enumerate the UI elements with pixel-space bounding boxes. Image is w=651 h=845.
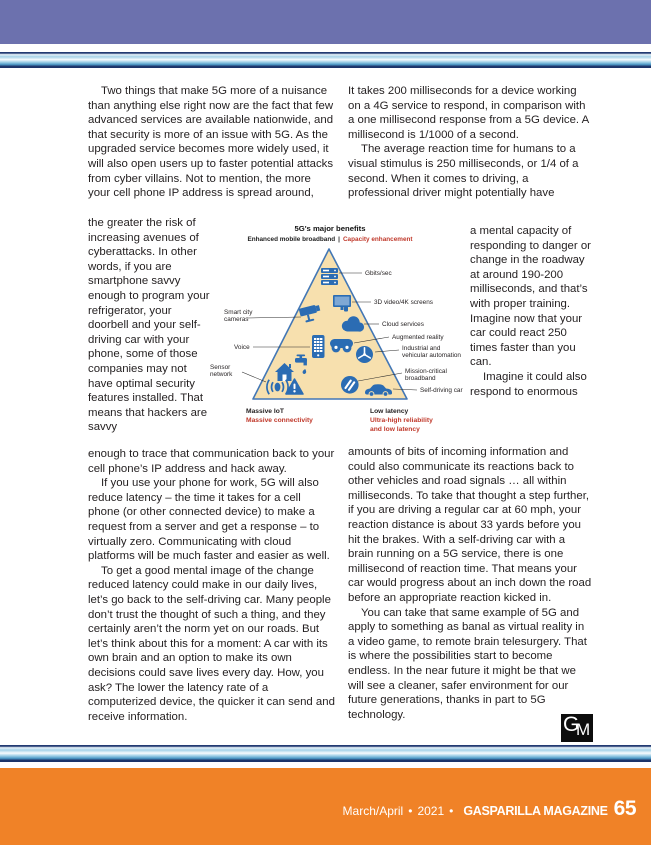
footer-band (0, 768, 651, 845)
logo-letter-m: M (576, 720, 591, 739)
left-column-segment-narrow (88, 216, 212, 435)
footer-year: 2021 (417, 804, 445, 818)
brake-disc-icon (341, 376, 359, 394)
right-column-segment-3 (348, 445, 592, 722)
server-icon (321, 268, 338, 285)
top-decorative-stripe (0, 52, 651, 68)
diagram-subtitle (247, 236, 413, 243)
footer-bullet: • (408, 804, 413, 818)
bottom-decorative-stripe (0, 745, 651, 762)
diagram-subtitle-separator: | (338, 236, 340, 243)
diagram-label-selfdriving: Self-driving car (420, 387, 463, 394)
right-column-segment-narrow (470, 224, 592, 399)
body-paragraph: a mental capacity of responding to danger or change in the roadway at around 190-200 milliseconds, and that’s with proper training. Imagine now that your car could react 250 times faster than you can. (470, 225, 591, 369)
smartphone-icon (312, 335, 325, 358)
footer-issue: March/April (342, 804, 404, 818)
body-paragraph: To get a good mental image of the change reduced latency could make in our daily lives, let’s go back to the self-driving car. Many people don’t trust the thought of such a thing, and they certainly aren’t the norm yet on our roads. But let’s think about this for a moment: A car with its own brain and an option to make its own decisions could save lives every day. How, you ask? The lower the latency rate of a computerized device, the quicker it can send and receive information. (88, 564, 335, 723)
corner-low-latency-title: Low latency (370, 408, 409, 415)
corner-low-latency-sub-1: Ultra-high reliability (370, 417, 433, 424)
diagram-label-sensor-2: network (210, 371, 233, 378)
left-column-segment-3 (88, 447, 335, 724)
corner-low-latency-sub-2: and low latency (370, 426, 420, 433)
top-purple-band (0, 0, 651, 44)
diagram-label-video: 3D video/4K screens (374, 299, 433, 306)
diagram-label-industrial-1: Industrial and (402, 345, 441, 352)
diagram-label-smartcity-1: Smart city (224, 309, 253, 316)
right-column-segment-1 (348, 84, 592, 201)
corner-massive-iot-sub: Massive connectivity (246, 417, 313, 424)
diagram-label-sensor-1: Sensor (210, 364, 231, 371)
body-paragraph: the greater the risk of increasing avenues of cyberattacks. In other words, if you are smartphone savvy enough to program your refrigerator, your doorbell and your self-driving car with your phone, some of those companies may not have optimal security features installed. That means that hackers are savvy (88, 217, 210, 434)
gasparilla-magazine-logo (561, 714, 593, 742)
diagram-label-industrial-2: vehicular automation (402, 352, 461, 359)
5g-benefits-diagram (202, 220, 464, 442)
footer-text (343, 797, 636, 821)
diagram-label-gbits: Gbits/sec (365, 270, 392, 277)
diagram-subtitle-black: Enhanced mobile broadband (247, 236, 336, 243)
turbine-icon (356, 346, 373, 363)
left-column-segment-1 (88, 84, 335, 201)
logo-letter-g: G (563, 713, 580, 736)
diagram-subtitle-red: Capacity enhancement (342, 236, 413, 243)
body-paragraph: Two things that make 5G more of a nuisance than anything else right now are the fact that few advanced services are available nationwide, and that security is more of an issue with 5G. As the upgraded service becomes more widely used, it will also open users up to faster potential attacks from cyber villains. Not to mention, the more your cell phone IP address is spread around, (88, 85, 334, 200)
body-paragraph: You can take that same example of 5G and apply to something as banal as virtual reality in a video game, to remote brain telesurgery. That is where the possibilities start to become endless. In the near future it might be that we will see a cleaner, safer environment for our future generations, thanks in part to 5G technology. (348, 606, 587, 721)
diagram-title: 5G's major benefits (294, 224, 366, 233)
body-paragraph: amounts of bits of incoming information and could also communicate its reactions back to other vehicles and road signals … all within milliseconds. To take that thought a step further, if you are driving a regular car at 60 mph, your reaction distance is about 33 yards before you hit the brakes. With a self-driving car with a brain running on a 5G service, there is one millisecond of reaction time. That means your car would progress about an inch down the road before an appropriate reaction kicked in. (348, 446, 592, 604)
diagram-label-cloud: Cloud services (382, 321, 424, 328)
body-paragraph: The average reaction time for humans to a visual stimulus is 250 milliseconds, or 1/4 of a second. When it comes to driving, a professional driver might potentially have (348, 143, 579, 200)
body-paragraph: enough to trace that communication back to your cell phone’s IP address and hack away. (88, 448, 335, 475)
footer-bullet: • (449, 804, 454, 818)
body-paragraph: Imagine it could also respond to enormous (470, 370, 587, 398)
footer-page-number: 65 (613, 797, 636, 820)
footer-magazine-name: GASPARILLA MAGAZINE (463, 804, 608, 818)
body-paragraph: If you use your phone for work, 5G will also reduce latency – the time it takes for a cell phone (or other connected device) to make a request from a server and get a response – to virtually zero. Communicating with cloud platforms will be much faster and easier as well. (88, 477, 330, 563)
diagram-label-voice: Voice (234, 344, 250, 351)
diagram-label-mission-2: broadband (405, 375, 436, 382)
corner-massive-iot-title: Massive IoT (246, 408, 284, 415)
diagram-label-mission-1: Mission-critical (405, 368, 447, 375)
diagram-label-smartcity-2: cameras (224, 316, 249, 323)
diagram-label-ar: Augmented reality (392, 334, 444, 341)
body-paragraph: It takes 200 milliseconds for a device working on a 4G service to respond, in comparison with a one millisecond response from a 5G device. A millisecond is 1/1000 of a second. (348, 85, 589, 141)
